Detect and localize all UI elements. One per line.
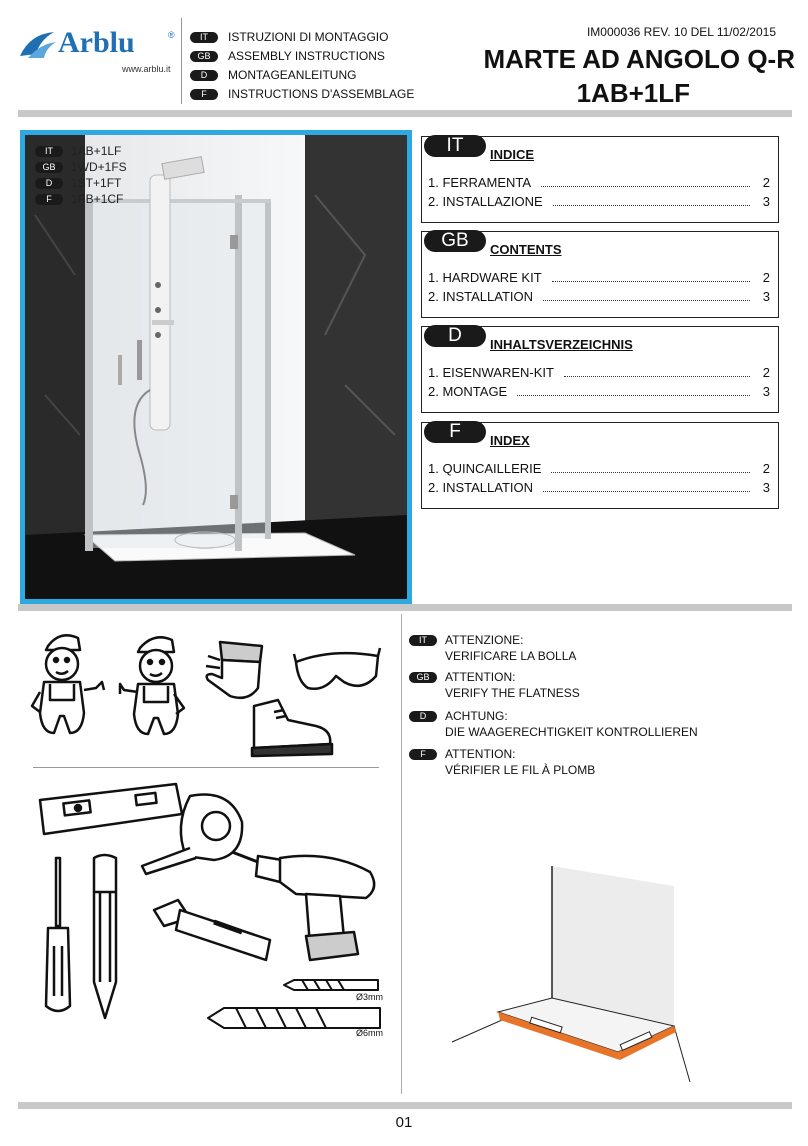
lang-badge: D [35, 178, 63, 189]
page-number: 01 [395, 1114, 413, 1131]
arblu-logo [18, 26, 180, 76]
safety-shoe-icon [244, 692, 336, 762]
warning-text: VERIFICARE LA BOLLA [445, 649, 577, 663]
variant-code: 1AB+1LF [71, 144, 122, 158]
warning-title: ATTENTION: [445, 670, 516, 684]
lang-label: ISTRUZIONI DI MONTAGGIO [228, 30, 389, 44]
index-page: 2 [762, 365, 770, 380]
section-divider-bottom [18, 1102, 792, 1109]
lang-badge: GB [35, 162, 63, 173]
index-item[interactable]: 1. HARDWARE KIT [428, 270, 756, 285]
index-box-gb [421, 231, 779, 318]
warning-text: VÉRIFIER LE FIL À PLOMB [445, 763, 596, 777]
lang-badge: D [190, 70, 218, 81]
lang-badge: IT [409, 635, 437, 646]
lang-badge: GB [409, 672, 437, 683]
index-page: 2 [762, 270, 770, 285]
lang-badge: F [409, 749, 437, 760]
index-page: 3 [762, 384, 770, 399]
index-item[interactable]: 2. MONTAGE [428, 384, 756, 399]
index-item[interactable]: 2. INSTALLATION [428, 289, 756, 304]
index-heading: INHALTSVERZEICHNIS [490, 337, 633, 352]
variant-code: 1WD+1FS [71, 160, 127, 174]
index-item[interactable]: 2. INSTALLATION [428, 480, 756, 495]
doc-title-line1: MARTE AD ANGOLO Q-R [483, 44, 795, 74]
warning-title: ATTENTION: [445, 747, 516, 761]
drill-bit-label: Ø6mm [356, 1028, 383, 1038]
worker-icon [118, 632, 198, 738]
index-heading: CONTENTS [490, 242, 562, 257]
drill-icon [230, 842, 382, 962]
lang-row-d [190, 68, 356, 82]
index-item[interactable]: 1. FERRAMENTA [428, 175, 756, 190]
safety-glasses-icon [292, 646, 382, 696]
lang-label: INSTRUCTIONS D'ASSEMBLAGE [228, 87, 415, 101]
lang-badge: F [190, 89, 218, 100]
index-box-f [421, 422, 779, 509]
drill-bit-label: Ø3mm [356, 992, 383, 1002]
lang-badge: IT [190, 32, 218, 43]
variant-row [35, 191, 127, 207]
index-page: 2 [762, 175, 770, 190]
index-item[interactable]: 2. INSTALLAZIONE [428, 194, 756, 209]
header-divider [181, 18, 182, 104]
lang-badge: GB [190, 51, 218, 62]
website: www.arblu.it [122, 64, 171, 74]
doc-ref: IM000036 REV. 10 DEL 11/02/2015 [586, 25, 776, 39]
lang-badge: F [35, 194, 63, 205]
warning-title: ACHTUNG: [445, 709, 508, 723]
lang-row-f [190, 87, 414, 101]
floor-level-diagram [450, 862, 700, 1082]
lang-badge: F [424, 421, 486, 443]
lang-row-gb [190, 49, 385, 63]
index-item[interactable]: 1. EISENWAREN-KIT [428, 365, 756, 380]
doc-title-line2: 1AB+1LF [576, 78, 690, 108]
tools-divider [33, 767, 379, 768]
index-page: 2 [762, 461, 770, 476]
variant-row [35, 143, 127, 159]
variant-code: 1PB+1CF [71, 192, 124, 206]
section-divider-middle [18, 604, 792, 611]
index-page: 3 [762, 480, 770, 495]
warning-title: ATTENZIONE: [445, 633, 524, 647]
lang-label: MONTAGEANLEITUNG [228, 68, 357, 82]
column-divider [401, 614, 402, 1094]
index-page: 3 [762, 289, 770, 304]
arblu-logo-icon [18, 30, 58, 60]
registered-mark: ® [168, 30, 175, 40]
product-photo [20, 130, 412, 604]
warning-text: VERIFY THE FLATNESS [445, 686, 580, 700]
lang-badge: IT [35, 146, 63, 157]
index-box-d [421, 326, 779, 413]
variant-row [35, 159, 127, 175]
index-page: 3 [762, 194, 770, 209]
screwdriver-icon [38, 856, 78, 1016]
lang-badge: D [409, 711, 437, 722]
index-box-it [421, 136, 779, 223]
brand-name: Arblu [58, 26, 135, 59]
lang-badge: IT [424, 135, 486, 157]
pencil-icon [88, 852, 122, 1022]
variant-list [35, 143, 127, 207]
lang-badge: D [424, 325, 486, 347]
worker-icon [30, 628, 110, 738]
lang-label: ASSEMBLY INSTRUCTIONS [228, 49, 385, 63]
index-heading: INDEX [490, 433, 530, 448]
section-divider-top [18, 110, 792, 117]
index-item[interactable]: 1. QUINCAILLERIE [428, 461, 756, 476]
index-heading: INDICE [490, 147, 535, 162]
lang-row-it [190, 30, 388, 44]
warning-text: DIE WAAGERECHTIGKEIT KONTROLLIEREN [445, 725, 698, 739]
variant-row [35, 175, 127, 191]
lang-badge: GB [424, 230, 486, 252]
variant-code: 1ST+1FT [71, 176, 122, 190]
